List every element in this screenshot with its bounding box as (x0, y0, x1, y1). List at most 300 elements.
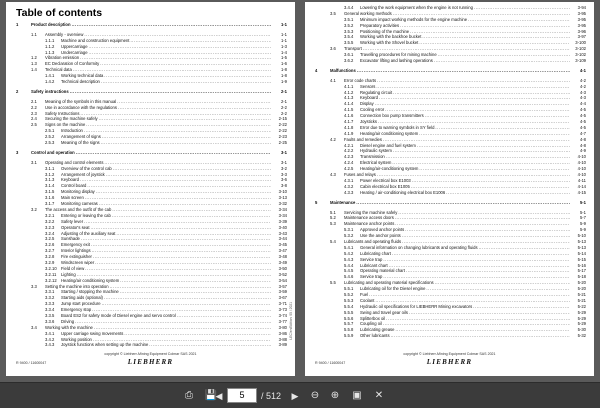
prev-page-icon[interactable]: ◀ (215, 390, 223, 401)
toc-title: Starting aids (optional) (61, 295, 103, 301)
toc-title: Electrical system (360, 160, 392, 166)
toc-page-number: 3-96 (577, 28, 586, 34)
toc-page-number: 5-20 (577, 286, 586, 292)
toc-title: Regulating circuit (360, 89, 393, 95)
toc-title: Setting the machine into operation (45, 283, 109, 289)
toc-title: Display (360, 101, 374, 107)
toc-entry[interactable] (16, 150, 287, 156)
toc-title: Lowering the work equipment when the engine is not running (360, 5, 473, 10)
toc-page-number: 1-9 (280, 79, 287, 85)
toc-number: 5.1 (330, 209, 336, 215)
toc-number: 5.4.2 (344, 250, 354, 256)
toc-page-number: 3-13 (278, 195, 287, 201)
toc-title: Service trap (360, 256, 383, 262)
toc-title: Joysticks (360, 119, 377, 125)
toc-title: Lubricating grease (360, 327, 395, 333)
toc-page-number: 4-3 (579, 95, 586, 101)
toc-number: 3.3.5 (45, 312, 55, 318)
toc-number: 3.6.2 (344, 58, 354, 64)
toc-number: 5.3 (330, 221, 336, 227)
toc-number: 4.1.1 (344, 83, 354, 89)
toc-title: Lubricating chart (360, 250, 391, 256)
close-icon[interactable]: ✕ (374, 390, 384, 401)
toc-title: Keyboard (360, 95, 378, 101)
toc-number: 3.2.2 (45, 218, 55, 224)
toc-title: Safety lever (61, 218, 84, 224)
toc-number: 1 (16, 22, 19, 27)
document-code: R 9400 / 11600047 (16, 361, 47, 365)
toc-title: Sunshade (61, 236, 80, 242)
toc-entry[interactable] (16, 342, 287, 348)
toc-entry[interactable] (315, 200, 586, 206)
toc-page-number: 1-1 (280, 22, 287, 27)
toc-number: 5.5.8 (344, 327, 354, 333)
toc-title: Heating/air conditioning system (61, 277, 120, 283)
toc-number: 5.4.4 (344, 262, 354, 268)
toc-number: 3.2.8 (45, 254, 55, 260)
toc-number: 3.5.5 (344, 40, 354, 46)
fit-page-icon[interactable]: ▣ (352, 390, 362, 401)
toc-number: 4.1.9 (344, 130, 354, 136)
toc-number: 4.2.2 (344, 148, 354, 154)
toc-page-number: 3-40 (278, 224, 287, 230)
toc-title: Keyboard (61, 177, 79, 183)
toc-number: 4.2.1 (344, 142, 354, 148)
toc-title: Diesel engine and fuel system (360, 142, 416, 148)
toc-page-number: 2-1 (280, 98, 287, 104)
toc-number: 3.5.3 (344, 28, 354, 34)
toc-title: Connection box pump transmitters (360, 113, 424, 119)
toc-title: Fire extinguisher (61, 254, 92, 260)
toc-title: Monitoring display (61, 189, 95, 195)
toc-page-number: 3-10 (278, 189, 287, 195)
toc-title: Lubricating and operating material specifications (344, 280, 434, 286)
toc-number: 3.2.3 (45, 224, 55, 230)
toc-number: 2.5 (31, 122, 37, 128)
toc-page-number: 1-3 (280, 43, 287, 49)
toc-title: Adjusting of the auxiliary seat (61, 230, 116, 236)
toc-title: Working with the machine (45, 324, 93, 330)
toc-page-number: 4-5 (579, 107, 586, 113)
toc-title: Working technical data (61, 73, 104, 79)
document-code: R 9400 / 11600047 (315, 361, 346, 365)
toc-title: Transport (344, 46, 362, 52)
toc-title: Splitterbox oil (360, 315, 386, 321)
toc-page-number: 4-5 (579, 124, 586, 130)
toc-page-number: 4-15 (577, 189, 586, 195)
toc-number: 3.2.12 (45, 277, 57, 283)
toc-page-number: 4-10 (577, 154, 586, 160)
toc-title: Faults and remedies (344, 136, 382, 142)
toc-page-number: 4-3 (579, 89, 586, 95)
toc-page-number: 3-43 (278, 230, 287, 236)
toc-page-number: 3-39 (278, 218, 287, 224)
toc-page-number: 2-22 (278, 128, 287, 134)
toc-number: 3.1.1 (45, 165, 55, 171)
toc-title: Lubricant chart (360, 262, 388, 268)
toc-number: 3.2.10 (45, 265, 57, 271)
toc-title: Heating / air-conditioning electrical box E1006 (360, 189, 446, 195)
copyright-text: copyright © Liebherr-Mining Equipment Colmar SAS 2021 (403, 352, 496, 356)
toc-number: 4.2 (330, 136, 336, 142)
toc-number: 4.1.5 (344, 107, 354, 113)
toc-page-number: 3-1 (280, 159, 287, 165)
toc-title: Excavator lifting and lashing operations (360, 58, 433, 64)
toc-number: 3.1.6 (45, 195, 55, 201)
copyright-text: copyright © Liebherr-Mining Equipment Colmar SAS 2021 (104, 352, 197, 356)
toc-number: 5 (315, 199, 318, 205)
toc-page-number: 5-16 (577, 262, 586, 268)
toc-entry[interactable] (16, 140, 287, 146)
toc-number: 5.5.5 (344, 309, 354, 315)
next-page-icon[interactable]: ▶ (291, 390, 299, 401)
toc-title: Sensors (360, 83, 376, 89)
toc-page-number: 5-9 (579, 221, 586, 227)
toc-entry[interactable] (16, 79, 287, 85)
toc-title: Use the anchor points (360, 233, 401, 239)
toc-title: Coupling oil (360, 321, 382, 327)
toc-page-number: 5-13 (577, 238, 586, 244)
toc-page-number: 1-8 (280, 67, 287, 73)
print-icon[interactable]: ⎙ (185, 390, 193, 401)
toc-title: Vibration emission (45, 55, 80, 61)
toc-title: Entering or leaving the cab (61, 212, 111, 218)
toc-title: Positioning of the machine (360, 28, 410, 34)
zoom-in-icon[interactable]: ⊕ (330, 390, 340, 401)
viewer-toolbar (0, 382, 600, 408)
toc-leader-dots (70, 89, 271, 95)
toc-title: Operating material chart (360, 268, 405, 274)
toc-page-number: 4-5 (579, 113, 586, 119)
toc-page-number: 3-54 (278, 277, 287, 283)
toc-number: 1.4.1 (45, 73, 55, 79)
toc-page-number: 4-9 (579, 148, 586, 154)
toc-number: 3.1.7 (45, 201, 55, 207)
toc-page-number: 4-5 (579, 119, 586, 125)
toc-entry[interactable] (315, 68, 586, 74)
toc-title: Working position (61, 336, 92, 342)
toc-title: Meaning of the symbols in this manual (45, 98, 117, 104)
toc-title: Approved anchor points (360, 227, 405, 233)
toc-page-number: 3-73 (278, 307, 287, 313)
toc-title: Servicing the machine safely (344, 209, 398, 215)
toc-title: Transmission (360, 154, 385, 160)
toc-page-number: 5-21 (577, 291, 586, 297)
toc-number: 3.5.1 (344, 16, 354, 22)
toc-number: 3.4 (31, 324, 37, 330)
toc-page-number: 5-22 (577, 303, 586, 309)
toc-leader-dots (149, 342, 271, 348)
toc-page-number: 4-10 (577, 172, 586, 178)
toc-number: 5.4.5 (344, 268, 354, 274)
toc-title: Lubricating oil for the Diesel engine (360, 286, 426, 292)
toc-page-number: 2-23 (278, 134, 287, 140)
toc-leader-dots (434, 58, 570, 64)
toc-title: Emergency stop (61, 307, 92, 313)
toc-number: 2.5.1 (45, 128, 55, 134)
toc-entry[interactable] (16, 89, 287, 95)
toc-number: 3.4.3 (45, 342, 55, 348)
toc-leader-dots (101, 140, 271, 146)
toc-title: Hydraulic system (360, 148, 392, 154)
toc-page-number: 3-102 (575, 46, 586, 52)
save-icon[interactable]: 💾 (204, 390, 218, 401)
toc-title: Board ES2 for safety mode of Diesel engine and servo control (61, 312, 176, 318)
toc-number: 3.3 (31, 283, 37, 289)
toc-title: Hydraulic oil specifications for LIEBHERR Mining excavators (360, 303, 473, 309)
toc-title: Heating/air-conditioning system (360, 166, 419, 172)
document-page-right (305, 2, 594, 376)
toc-number: 3.5 (330, 10, 336, 16)
toc-page-number: 5-20 (577, 280, 586, 286)
page-title: Table of contents (16, 7, 103, 19)
toc-title: Control and operation (31, 149, 75, 155)
table-of-contents (16, 22, 287, 348)
toc-entry[interactable] (315, 58, 586, 64)
toc-title: Introduction (61, 128, 83, 134)
toc-page-number: 5-14 (577, 250, 586, 256)
toc-number: 2.4 (31, 116, 37, 122)
edition-side-text: LEC/en/Edition: 05 / 2021 (289, 302, 293, 340)
toc-number: 2.3 (31, 110, 37, 116)
toc-number: 4.1.3 (344, 95, 354, 101)
liebherr-logo: LIEBHERR (127, 358, 174, 366)
toc-page-number: 3-100 (575, 40, 586, 46)
toc-number: 5.3.2 (344, 233, 354, 239)
toc-title: General working methods (344, 10, 392, 16)
toc-page-number: 3-95 (577, 16, 586, 22)
toc-leader-dots (72, 22, 271, 28)
toc-page-number: 3-48 (278, 254, 287, 260)
zoom-out-icon[interactable]: ⊖ (310, 390, 320, 401)
toc-number: 5.5 (330, 280, 336, 286)
toc-title: Arrangement of joystick (61, 171, 105, 177)
toc-page-number: 2-15 (278, 116, 287, 122)
toc-page-number: 3-89 (278, 342, 287, 348)
toc-page-number: 4-1 (579, 67, 586, 73)
toc-number: 4.3.3 (344, 189, 354, 195)
toc-title: Cabin electrical box E1005 (360, 183, 410, 189)
toc-title: Overview of the control cab (61, 165, 112, 171)
toc-page-number: 3-32 (278, 201, 287, 207)
toc-title: Working with the Shovel bucket (360, 40, 419, 46)
toc-number: 5.5.6 (344, 315, 354, 321)
toc-number: 3.5.2 (344, 22, 354, 28)
toc-page-number: 3-94 (577, 5, 586, 10)
toc-leader-dots (76, 150, 271, 156)
toc-number: 3.3.1 (45, 289, 55, 295)
toc-title: Minimum impact working methods for the engine machine (360, 16, 468, 22)
document-page-left (6, 2, 295, 376)
toc-number: 5.5.9 (344, 333, 354, 339)
toc-title: Safety Instructions (45, 110, 80, 116)
toc-title: Lighting (61, 271, 76, 277)
toc-page-number: 1-6 (280, 61, 287, 67)
toc-page-number: 4-2 (579, 77, 586, 83)
toc-page-number: 5-13 (577, 244, 586, 250)
toc-page-number: 3-3 (280, 171, 287, 177)
toc-page-number: 3-109 (575, 58, 586, 64)
toc-page-number: 3-8 (280, 183, 287, 189)
toc-number: 3.1 (31, 159, 37, 165)
page-total: / 512 (261, 391, 282, 401)
toc-number: 5.5.4 (344, 303, 354, 309)
toc-number: 3.4.1 (45, 330, 55, 336)
toc-title: Error code charts (344, 77, 377, 83)
toc-page-number: 1-8 (280, 73, 287, 79)
toc-page-number: 5-18 (577, 274, 586, 280)
toc-number: 4.2.4 (344, 160, 354, 166)
toc-title: Fuel (360, 291, 369, 297)
toc-page-number: 4-14 (577, 183, 586, 189)
toc-page-number: 5-7 (579, 215, 586, 221)
toc-number: 3.2.11 (45, 271, 57, 277)
toc-number: 1.2 (31, 55, 37, 61)
toc-leader-dots (101, 79, 271, 85)
toc-number: 3.2 (31, 206, 37, 212)
toc-title: Maintenance access doors (344, 215, 394, 221)
toc-number: 3.1.2 (45, 171, 55, 177)
toc-number: 1.1.3 (45, 49, 55, 55)
toc-page-number: 5-30 (577, 327, 586, 333)
toc-title: Starting / stopping the machine (61, 289, 119, 295)
toc-number: 3.6.1 (344, 52, 354, 58)
toc-number: 5.5.3 (344, 297, 354, 303)
toc-title: Meaning of the signs (61, 140, 100, 146)
toc-page-number: 3-95 (577, 10, 586, 16)
toc-title: Maintenance anchor points (344, 221, 395, 227)
toc-title: EC Declaration of Conformity (45, 61, 100, 67)
toc-title: Travelling procedures for mining machine (360, 52, 437, 58)
toc-page-number: 5-29 (577, 321, 586, 327)
toc-number: 3.3.2 (45, 295, 55, 301)
toc-title: Assembly - overview (45, 31, 84, 37)
toc-title: Heating/air conditioning system (360, 130, 419, 136)
toc-entry[interactable] (315, 190, 586, 196)
toc-number: 4.1 (330, 77, 336, 83)
toc-number: 3.2.7 (45, 248, 55, 254)
toc-title: Swing and travel gear oils (360, 309, 408, 315)
toc-number: 3.2.6 (45, 242, 55, 248)
toc-number: 2.5.3 (45, 140, 55, 146)
toc-page-number: 3-57 (278, 283, 287, 289)
toc-page-number: 3-47 (278, 248, 287, 254)
toc-number: 3.1.3 (45, 177, 55, 183)
toc-page-number: 4-7 (579, 130, 586, 136)
toc-title: Preparatory activities (360, 22, 400, 28)
toc-page-number: 3-2 (280, 165, 287, 171)
toc-title: Signs on the machine (45, 122, 86, 128)
toc-page-number: 3-45 (278, 242, 287, 248)
toc-title: Upper carriage swing movements (61, 330, 124, 336)
toc-number: 5.5.7 (344, 321, 354, 327)
page-footer (6, 351, 295, 369)
toc-title: Other lubricants (360, 333, 390, 339)
toc-page-number: 3-34 (278, 206, 287, 212)
toc-number: 3.2.5 (45, 236, 55, 242)
toc-page-number: 4-8 (579, 136, 586, 142)
toc-number: 4.3.1 (344, 177, 354, 183)
toc-title: Control board (61, 183, 87, 189)
toc-number: 5.4.3 (344, 256, 354, 262)
toc-number: 3.4.2 (45, 336, 55, 342)
toc-page-number: 3-52 (278, 271, 287, 277)
toc-number: 5.5.1 (344, 286, 354, 292)
toc-page-number: 3-67 (278, 295, 287, 301)
toc-title: Jump start procedure (61, 301, 101, 307)
toc-title: Field of view (61, 265, 85, 271)
toc-page-number: 5-9 (579, 227, 586, 233)
toc-number: 2.1 (31, 98, 37, 104)
toc-number: 4.2.3 (344, 154, 354, 160)
toc-page-number: 2-2 (280, 104, 287, 110)
toc-title: Service trap (360, 274, 383, 280)
toc-title: Maintenance (330, 199, 356, 205)
toc-title: Undercarriage (61, 49, 88, 55)
toc-page-number: 4-8 (579, 142, 586, 148)
toc-number: 3.1.4 (45, 183, 55, 189)
toc-page-number: 3-80 (278, 324, 287, 330)
toc-page-number: 4-10 (577, 160, 586, 166)
toc-number: 1.4 (31, 67, 37, 73)
toc-page-number: 2-25 (278, 140, 287, 146)
toc-title: Fuses and relays (344, 172, 376, 178)
toc-number: 3.2.9 (45, 259, 55, 265)
toc-page-number: 4-2 (579, 83, 586, 89)
toc-title: Operator's seat (61, 224, 90, 230)
toc-entry[interactable] (315, 333, 586, 339)
toc-page-number: 5-29 (577, 309, 586, 315)
toc-page-number: 5-1 (579, 209, 586, 215)
toc-title: Technical description (61, 79, 100, 85)
toc-title: Driving (61, 318, 75, 324)
toc-number: 1.1.2 (45, 43, 55, 49)
toc-entry[interactable] (16, 22, 287, 28)
toc-leader-dots (356, 200, 570, 206)
toc-title: Emergency exit (61, 242, 90, 248)
toc-page-number: 4-4 (579, 101, 586, 107)
page-number-input[interactable]: 5 (227, 388, 257, 403)
toc-page-number: 5-17 (577, 268, 586, 274)
liebherr-logo: LIEBHERR (426, 358, 473, 366)
toc-page-number: 5-1 (579, 199, 586, 205)
toc-title: Working with the backhoe bucket (360, 34, 422, 40)
page-footer (305, 351, 594, 369)
toc-title: Monitoring cameras (61, 201, 98, 207)
toc-page-number: 3-34 (278, 212, 287, 218)
toc-number: 1.4.2 (45, 79, 55, 85)
toc-page-number: 1-1 (280, 37, 287, 43)
toc-number: 3.2.1 (45, 212, 55, 218)
toc-number: 3.3.6 (45, 318, 55, 324)
toc-number: 4.1.6 (344, 113, 354, 119)
toc-title: Joystick functions when setting up the machine (61, 342, 149, 348)
toc-page-number: 2-2 (280, 110, 287, 116)
toc-number: 5.2 (330, 215, 336, 221)
toc-number: 5.4.1 (344, 244, 354, 250)
toc-title: Securing the machine safely (45, 116, 98, 122)
toc-number: 4.1.7 (344, 119, 354, 125)
table-of-contents (315, 5, 586, 339)
toc-title: Coolant (360, 297, 375, 303)
toc-leader-dots (391, 333, 570, 339)
toc-leader-dots (357, 68, 570, 74)
toc-number: 1.1.1 (45, 37, 55, 43)
toc-number: 4.1.8 (344, 124, 354, 130)
toc-leader-dots (446, 190, 570, 196)
toc-number: 3.6 (330, 46, 336, 52)
toc-number: 1.1 (31, 31, 37, 37)
